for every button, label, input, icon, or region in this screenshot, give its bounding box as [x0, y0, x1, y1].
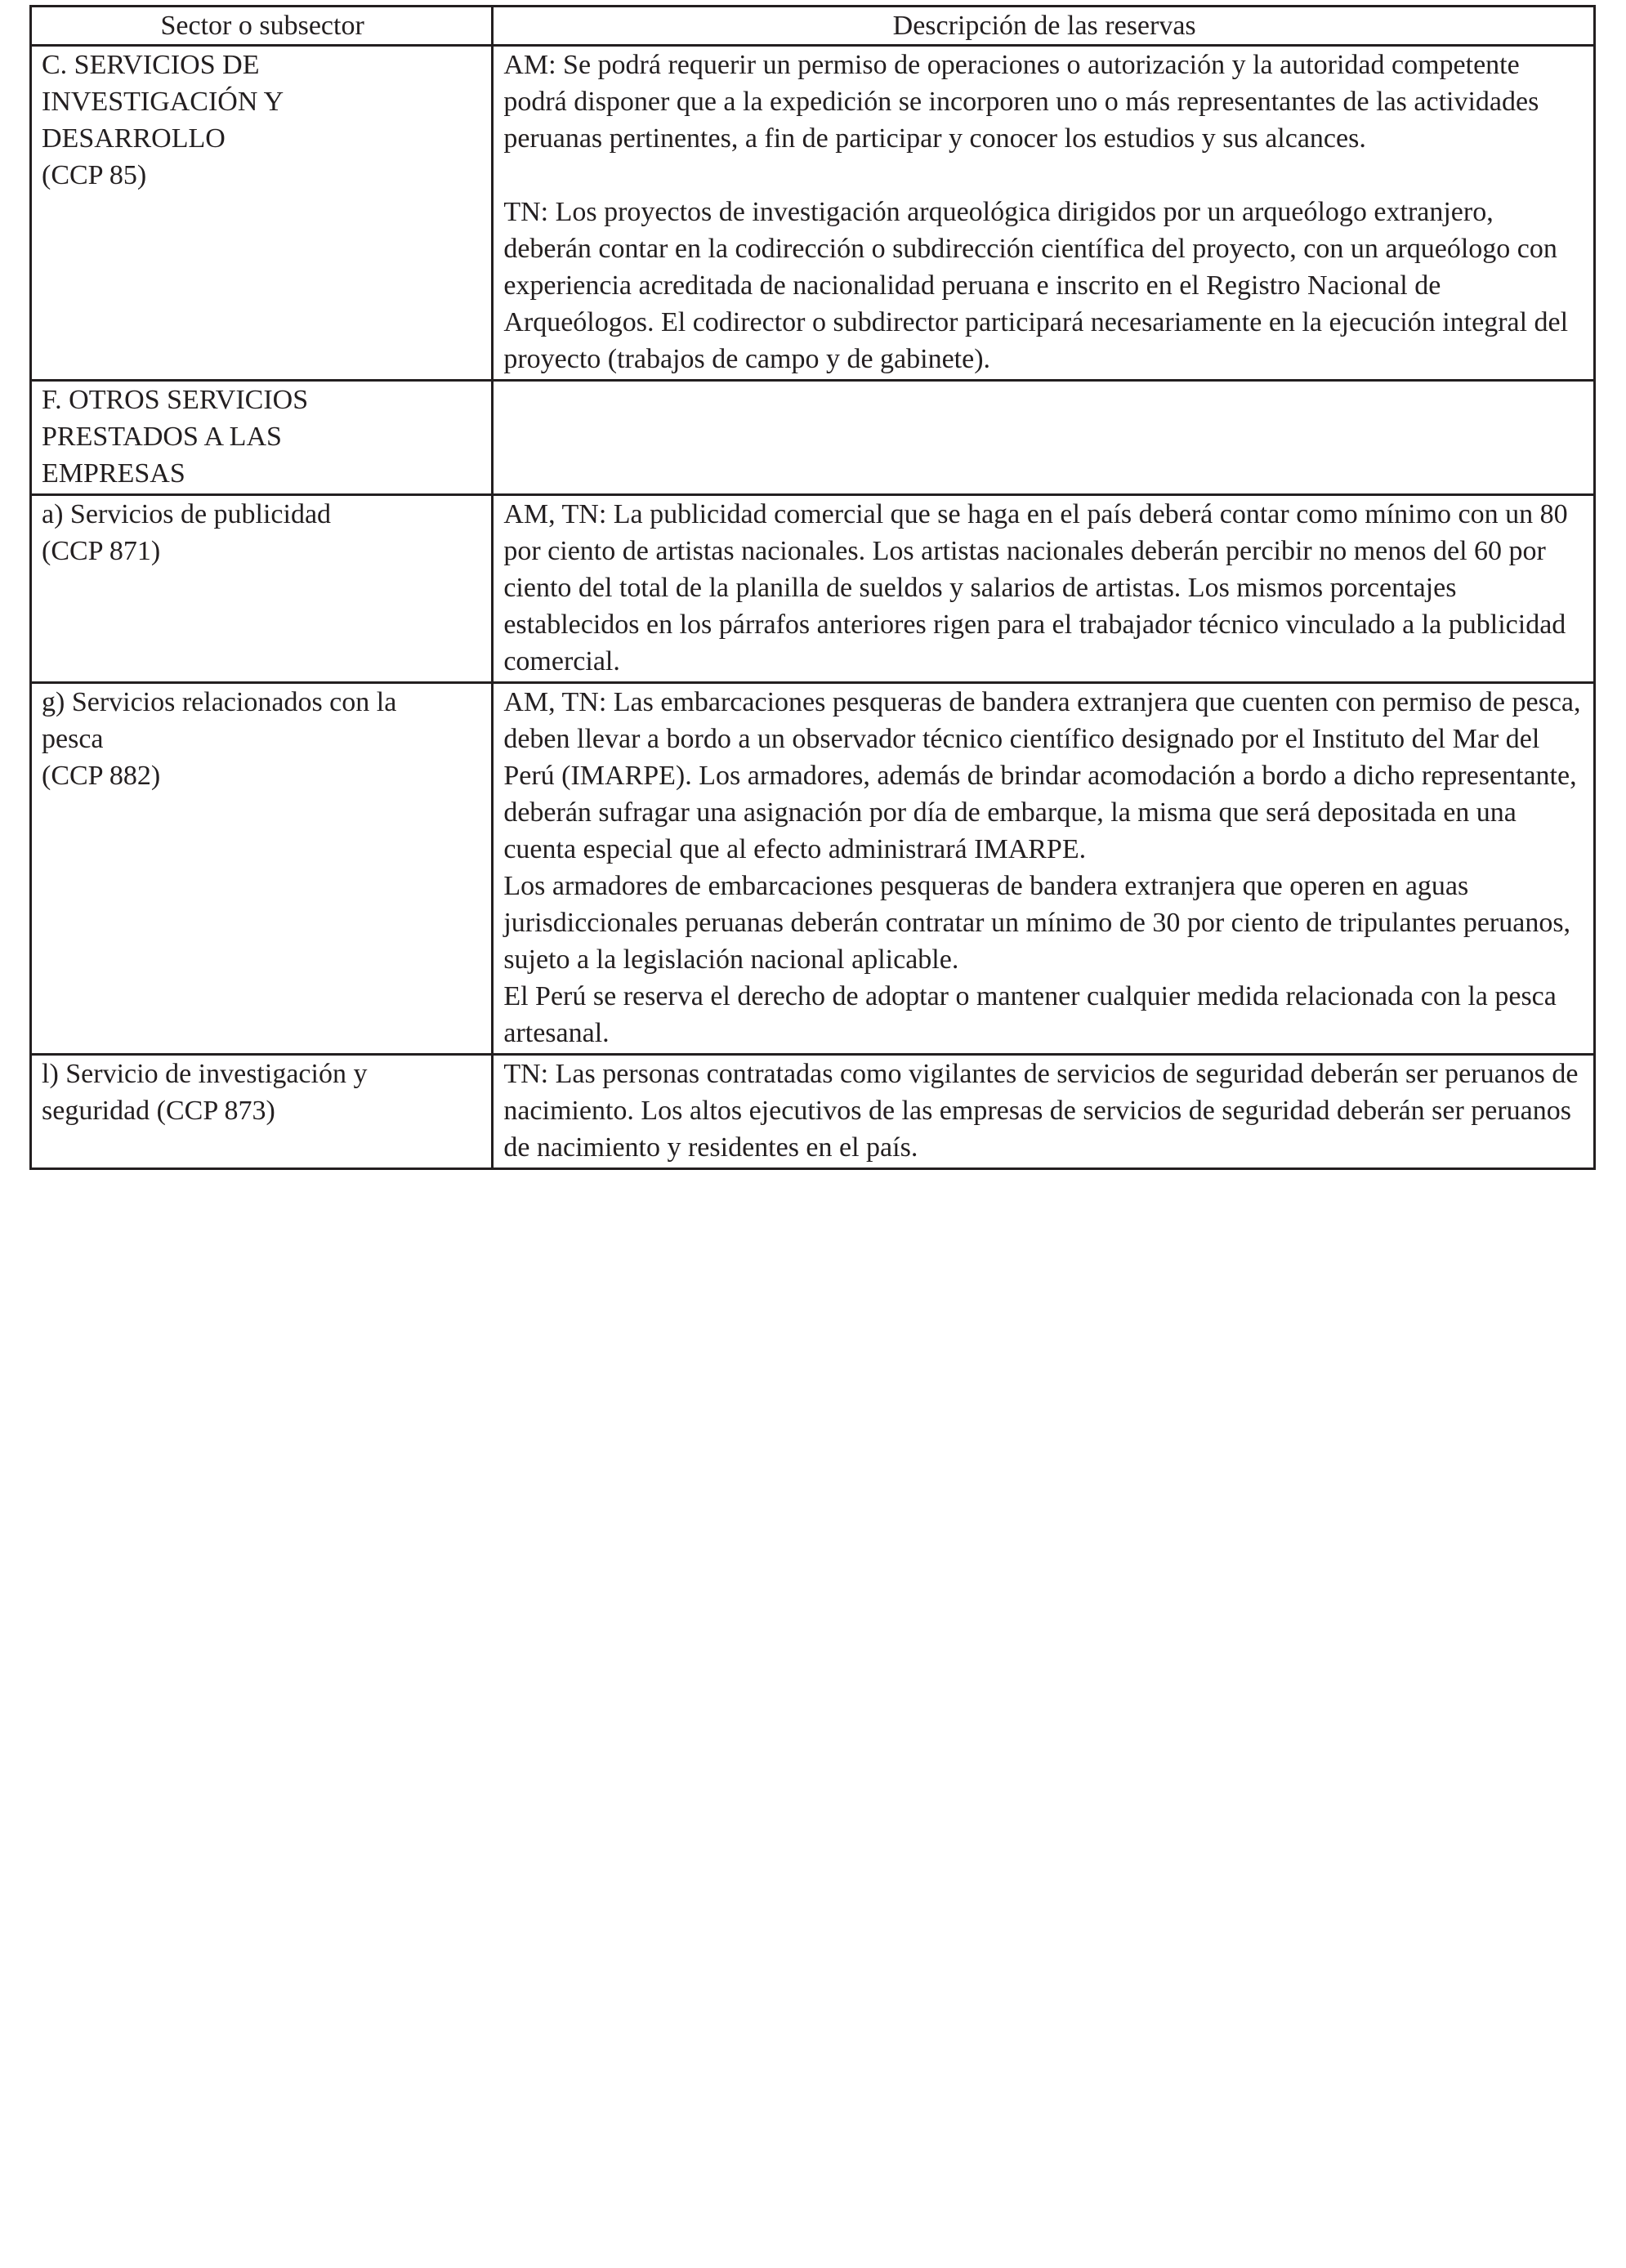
reservations-table: [29, 5, 1596, 1170]
sector-line: l) Servicio de investigación y: [42, 1059, 368, 1089]
description-paragraph: TN: Los proyectos de investigación arqueológica dirigidos por un arqueólogo extranjero, deberán contar en la codirección o subdirección científica del proyecto, con un arqueólogo con experiencia acreditada de nacionalidad peruana e inscrito en el Registro Nacional de Arqueólogos. El codirector o subdirector participará necesariamente en la ejecución integral del proyecto (trabajos de campo y de gabinete).: [503, 197, 1569, 374]
description-cell: [493, 495, 1595, 683]
table-row: [31, 46, 1595, 381]
sector-cell: [31, 381, 493, 495]
description-paragraph: El Perú se reserva el derecho de adoptar o mantener cualquier medida relacionada con la pesca artesanal.: [503, 981, 1557, 1048]
table-row: [31, 495, 1595, 683]
sector-cell: [31, 46, 493, 381]
description-paragraph: AM, TN: La publicidad comercial que se haga en el país deberá contar como mínimo con un 80 por ciento de artistas nacionales. Los artistas nacionales deberán percibir no menos del 60 por ciento del total de la planilla de sueldos y salarios de artistas. Los mismos porcentajes establecidos en los párrafos anteriores rigen para el trabajador técnico vinculado a la publicidad comercial.: [503, 499, 1568, 676]
description-cell: [493, 46, 1595, 381]
sector-line: C. SERVICIOS DE: [42, 50, 260, 80]
description-cell: [493, 683, 1595, 1055]
sector-line: (CCP 85): [42, 160, 147, 190]
sector-line: (CCP 871): [42, 536, 161, 566]
description-paragraph: TN: Las personas contratadas como vigilantes de servicios de seguridad deberán ser peruanos de nacimiento. Los altos ejecutivos de las empresas de servicios de seguridad deberán ser peruanos de nacimiento y residentes en el país.: [503, 1059, 1579, 1163]
sector-line: pesca: [42, 724, 104, 754]
sector-line: INVESTIGACIÓN Y: [42, 87, 284, 117]
table-header-row: [31, 7, 1595, 46]
description-paragraph: AM: Se podrá requerir un permiso de operaciones o autorización y la autoridad competente podrá disponer que a la expedición se incorporen uno o más representantes de las actividades peruanas pertinentes, a fin de participar y conocer los estudios y sus alcances.: [503, 50, 1539, 154]
description-cell-empty: [493, 381, 1595, 495]
sector-cell: [31, 683, 493, 1055]
sector-line: DESARROLLO: [42, 123, 226, 154]
header-sector: Sector o subsector: [31, 7, 493, 46]
sector-line: EMPRESAS: [42, 458, 185, 489]
header-description: Descripción de las reservas: [493, 7, 1595, 46]
sector-line: g) Servicios relacionados con la: [42, 687, 397, 717]
sector-line: PRESTADOS A LAS: [42, 422, 282, 452]
sector-line: a) Servicios de publicidad: [42, 499, 332, 529]
description-paragraph: Los armadores de embarcaciones pesqueras de bandera extranjera que operen en aguas jurisdiccionales peruanas deberán contratar un mínimo de 30 por ciento de tripulantes peruanos, sujeto a la legislación nacional aplicable.: [503, 871, 1571, 975]
sector-cell: [31, 495, 493, 683]
table-row: [31, 381, 1595, 495]
table-row: [31, 683, 1595, 1055]
sector-line: (CCP 882): [42, 761, 161, 791]
table-row: [31, 1055, 1595, 1169]
sector-line: seguridad (CCP 873): [42, 1096, 275, 1126]
description-paragraph: AM, TN: Las embarcaciones pesqueras de bandera extranjera que cuenten con permiso de pesca, deben llevar a bordo a un observador técnico científico designado por el Instituto del Mar del Perú (IMARPE). Los armadores, además de brindar acomodación a bordo a dicho representante, deberán sufragar una asignación por día de embarque, la misma que será depositada en una cuenta especial que al efecto administrará IMARPE.: [503, 687, 1581, 864]
sector-cell: [31, 1055, 493, 1169]
sector-line: F. OTROS SERVICIOS: [42, 385, 309, 415]
description-cell: [493, 1055, 1595, 1169]
